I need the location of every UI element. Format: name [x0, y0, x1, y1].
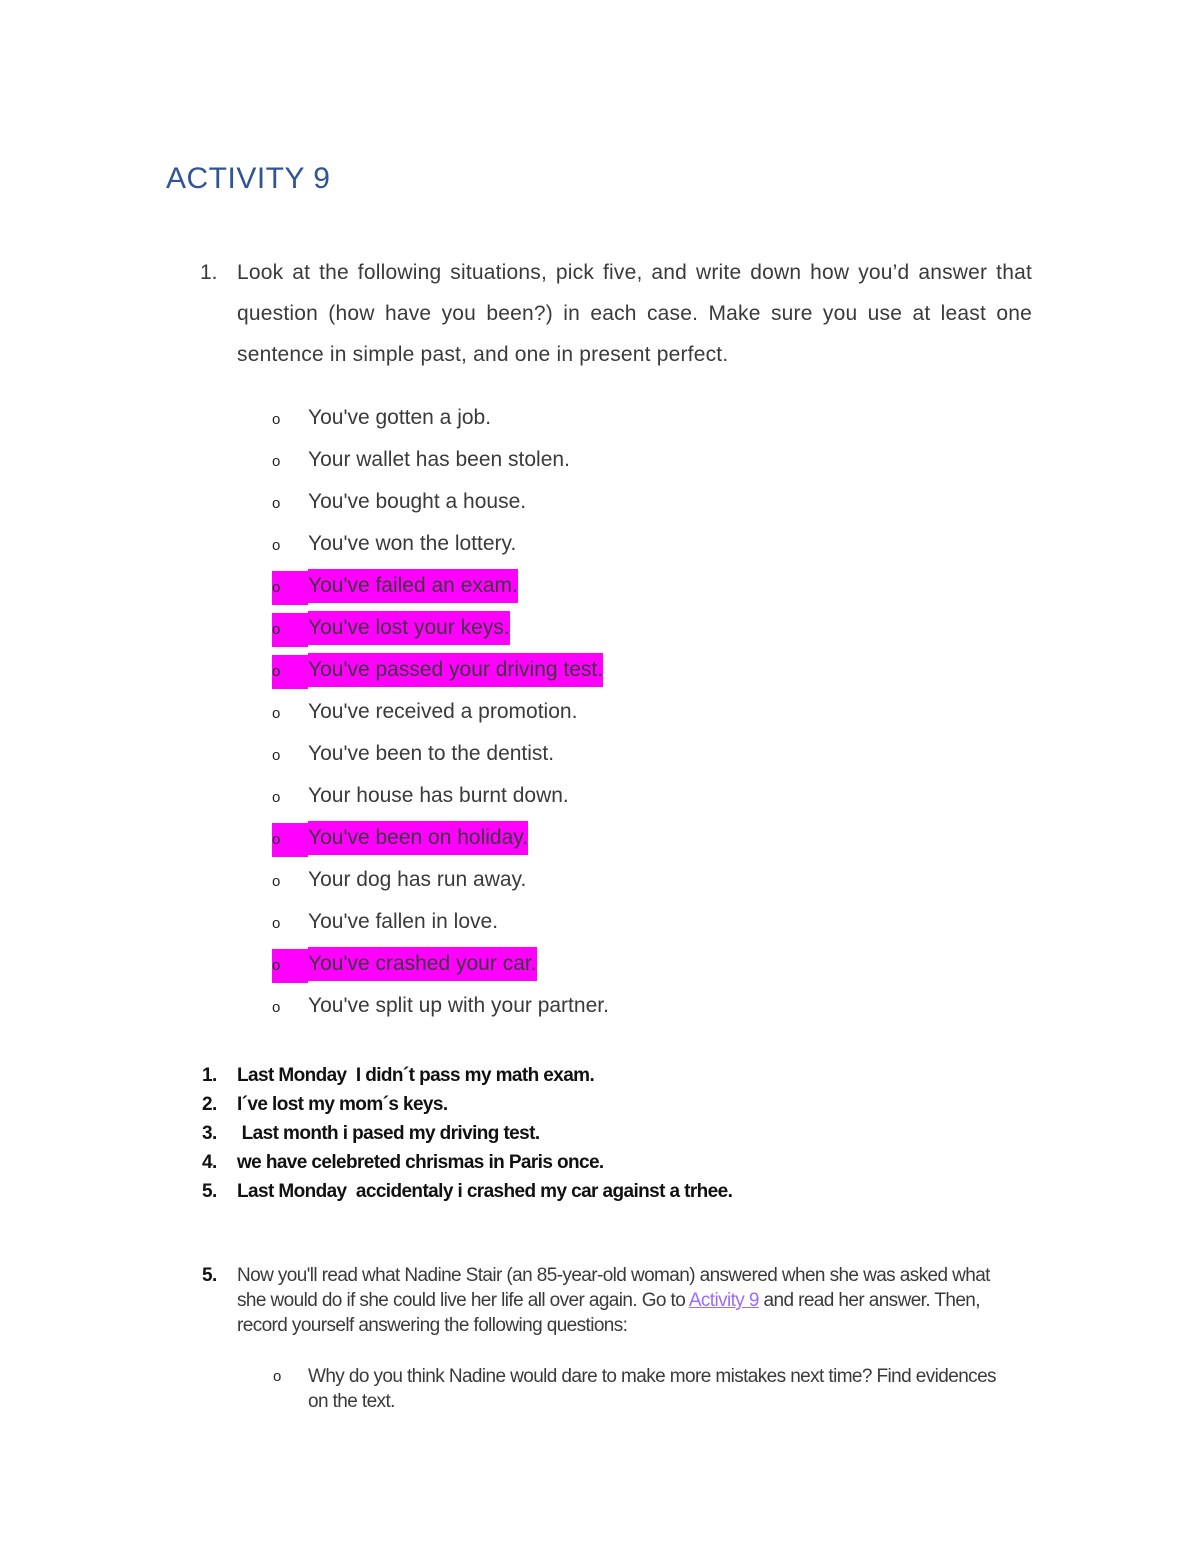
sub-question-text: Why do you think Nadine would dare to make more mistakes next time? Find evidences on the text.	[308, 1366, 996, 1412]
question-1	[200, 252, 1032, 375]
bullet-icon: o	[272, 999, 281, 1016]
situation-text: You've fallen in love.	[308, 910, 499, 933]
situation-item	[272, 779, 609, 821]
bullet-icon: o	[272, 705, 281, 722]
answer-number: 3.	[202, 1123, 217, 1144]
situation-item	[272, 737, 609, 779]
answer-number: 1.	[202, 1065, 217, 1086]
bullet-icon: o	[272, 873, 281, 890]
situation-text: You've received a promotion.	[308, 700, 578, 723]
situation-item	[272, 653, 609, 695]
question-text	[237, 1263, 1012, 1338]
bullet-icon: o	[272, 949, 308, 983]
answer-item	[202, 1090, 732, 1119]
bullet-icon: o	[273, 1368, 281, 1385]
situation-text: You've gotten a job.	[308, 406, 492, 429]
answer-number: 4.	[202, 1152, 217, 1173]
question-number: 5.	[202, 1265, 217, 1286]
situation-text: You've won the lottery.	[308, 532, 517, 555]
situation-text: Your dog has run away.	[308, 868, 527, 891]
answer-number: 5.	[202, 1181, 217, 1202]
bullet-icon: o	[272, 411, 281, 428]
situation-item	[272, 695, 609, 737]
situation-item	[272, 947, 609, 989]
situation-item	[272, 611, 609, 653]
bullet-icon: o	[272, 495, 281, 512]
question-text-part: and read her answer. Then, record yourself answering the following questions:	[237, 1290, 980, 1336]
answer-item	[202, 1119, 732, 1148]
bullet-icon: o	[272, 537, 281, 554]
bullet-icon: o	[272, 655, 308, 689]
answer-number: 2.	[202, 1094, 217, 1115]
situation-text: You've split up with your partner.	[308, 994, 609, 1017]
situation-item	[272, 905, 609, 947]
answer-item	[202, 1148, 732, 1177]
bullet-icon: o	[272, 823, 308, 857]
question-number: 1.	[200, 261, 218, 284]
page-title: ACTIVITY 9	[166, 162, 331, 195]
situation-text: You've been on holiday.	[308, 821, 528, 855]
situation-item	[272, 443, 609, 485]
bullet-icon: o	[272, 613, 308, 647]
situation-item	[272, 527, 609, 569]
situations-list	[272, 401, 609, 1031]
question-text: Look at the following situations, pick five, and write down how you’d answer that question (how have you been?) in each case. Make sure you use at least one sentence in simple past, and one in present perfect.	[237, 261, 1032, 366]
situation-text: You've lost your keys.	[308, 611, 510, 645]
answer-text: we have celebreted chrismas in Paris once.	[237, 1152, 604, 1173]
situation-text: You've been to the dentist.	[308, 742, 555, 765]
answer-text: Last Monday I didn´t pass my math exam.	[237, 1065, 595, 1086]
bullet-icon: o	[272, 915, 281, 932]
situation-item	[272, 485, 609, 527]
answer-text: I´ve lost my mom´s keys.	[237, 1094, 448, 1115]
bullet-icon: o	[272, 571, 308, 605]
situation-text: Your wallet has been stolen.	[308, 448, 570, 471]
situation-item	[272, 569, 609, 611]
answer-item	[202, 1177, 732, 1206]
sub-question	[273, 1364, 1013, 1414]
answers-list	[202, 1061, 732, 1206]
situation-text: You've crashed your car.	[308, 947, 537, 981]
situation-text: Your house has burnt down.	[308, 784, 569, 807]
question-5	[202, 1263, 1012, 1338]
bullet-icon: o	[272, 789, 281, 806]
situation-item	[272, 401, 609, 443]
activity-9-link[interactable]: Activity 9	[688, 1290, 759, 1311]
situation-item	[272, 821, 609, 863]
situation-text: You've failed an exam.	[308, 569, 518, 603]
bullet-icon: o	[272, 747, 281, 764]
situation-text: You've bought a house.	[308, 490, 527, 513]
answer-item	[202, 1061, 732, 1090]
situation-item	[272, 863, 609, 905]
situation-item	[272, 989, 609, 1031]
answer-text: Last month i pased my driving test.	[237, 1123, 540, 1144]
situation-text: You've passed your driving test.	[308, 653, 603, 687]
question-text-part: Now you'll read what Nadine Stair (an 85-year-old woman) answered when she was asked what she would do if she could live her life all over again. Go to	[237, 1265, 990, 1311]
bullet-icon: o	[272, 453, 281, 470]
answer-text: Last Monday accidentaly i crashed my car against a trhee.	[237, 1181, 733, 1202]
